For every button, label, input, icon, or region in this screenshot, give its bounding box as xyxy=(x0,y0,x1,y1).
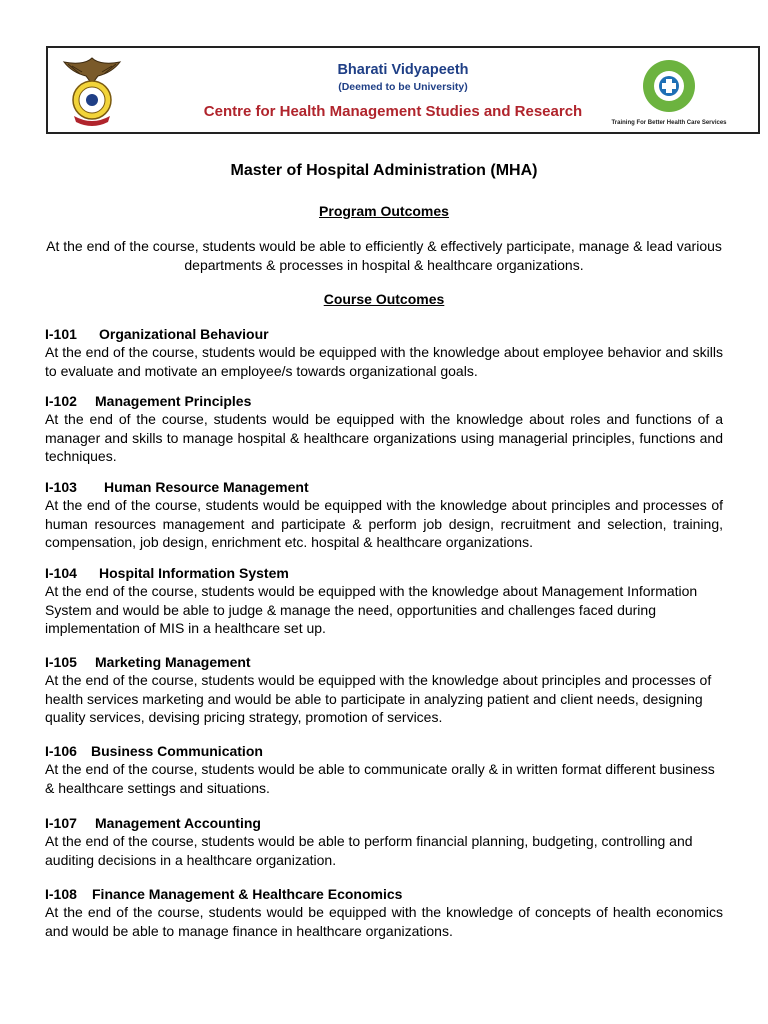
course-description: At the end of the course, students would be equipped with the knowledge about principles and processes of health services marketing and would be able to participate in analyzing patient and client needs, designing quality services, devising pricing strategy, promotion of services. xyxy=(45,672,712,725)
course-description: At the end of the course, students would be equipped with the knowledge of concepts of health economics and would be able to manage finance in healthcare organizations. xyxy=(45,904,723,939)
course-code: I-101 xyxy=(45,326,77,342)
bridging-gaps-logo xyxy=(610,58,732,130)
course-name: Human Resource Management xyxy=(104,479,309,495)
course-outcomes-heading: Course Outcomes xyxy=(323,291,445,307)
course-item xyxy=(45,886,723,940)
course-item xyxy=(45,565,723,638)
course-code: I-104 xyxy=(45,565,77,581)
course-name: Management Principles xyxy=(95,393,252,409)
university-name: Bharati Vidyapeeth xyxy=(337,62,469,78)
course-code: I-106 xyxy=(45,743,77,759)
course-name: Organizational Behaviour xyxy=(99,326,269,342)
course-description: At the end of the course, students would be equipped with the knowledge about employee behavior and skills to evaluate and motivate an employee/s towards organizational goals. xyxy=(45,344,723,379)
course-code: I-107 xyxy=(45,815,77,831)
course-item xyxy=(45,393,723,466)
program-outcomes-heading: Program Outcomes xyxy=(319,203,449,219)
course-code: I-102 xyxy=(45,393,77,409)
course-name: Hospital Information System xyxy=(99,565,289,581)
program-outcomes-text: At the end of the course, students would be able to efficiently & effectively participate, manage & lead various departments & processes in hospital & healthcare organizations. xyxy=(46,238,722,273)
course-code: I-105 xyxy=(45,654,77,670)
course-description: At the end of the course, students would be able to perform financial planning, budgeting, controlling and auditing decisions in a healthcare organization. xyxy=(45,833,693,868)
course-name: Marketing Management xyxy=(95,654,251,670)
document-title: Master of Hospital Administration (MHA) xyxy=(230,162,538,179)
course-description: At the end of the course, students would be equipped with the knowledge about Management Information System and would be able to judge & manage the need, opportunities and challenges faced during implementation of MIS in a healthcare set up. xyxy=(45,583,698,636)
course-description: At the end of the course, students would be able to communicate orally & in written format different business & healthcare settings and situations. xyxy=(45,761,715,796)
course-name: Finance Management & Healthcare Economics xyxy=(92,886,403,902)
university-subtitle: (Deemed to be University) xyxy=(338,81,468,93)
course-item xyxy=(45,654,723,727)
logo-tagline: Training For Better Health Care Services xyxy=(611,120,727,126)
course-item xyxy=(45,815,723,869)
course-description: At the end of the course, students would be equipped with the knowledge about roles and functions of a manager and skills to manage hospital & healthcare organizations using managerial principles, functions and techniques. xyxy=(45,411,723,464)
course-name: Business Communication xyxy=(91,743,263,759)
course-item xyxy=(45,743,723,797)
letterhead xyxy=(46,46,760,134)
course-description: At the end of the course, students would be equipped with the knowledge about principles and processes of human resources management and participate & perform job design, recruitment and selection, training, compensation, job design, enrichment etc. hospital & healthcare organizations. xyxy=(45,497,723,550)
course-code: I-108 xyxy=(45,886,77,902)
course-name: Management Accounting xyxy=(95,815,261,831)
course-item xyxy=(45,479,723,552)
centre-name: Centre for Health Management Studies and Research xyxy=(203,103,583,120)
course-item xyxy=(45,326,723,380)
course-code: I-103 xyxy=(45,479,77,495)
